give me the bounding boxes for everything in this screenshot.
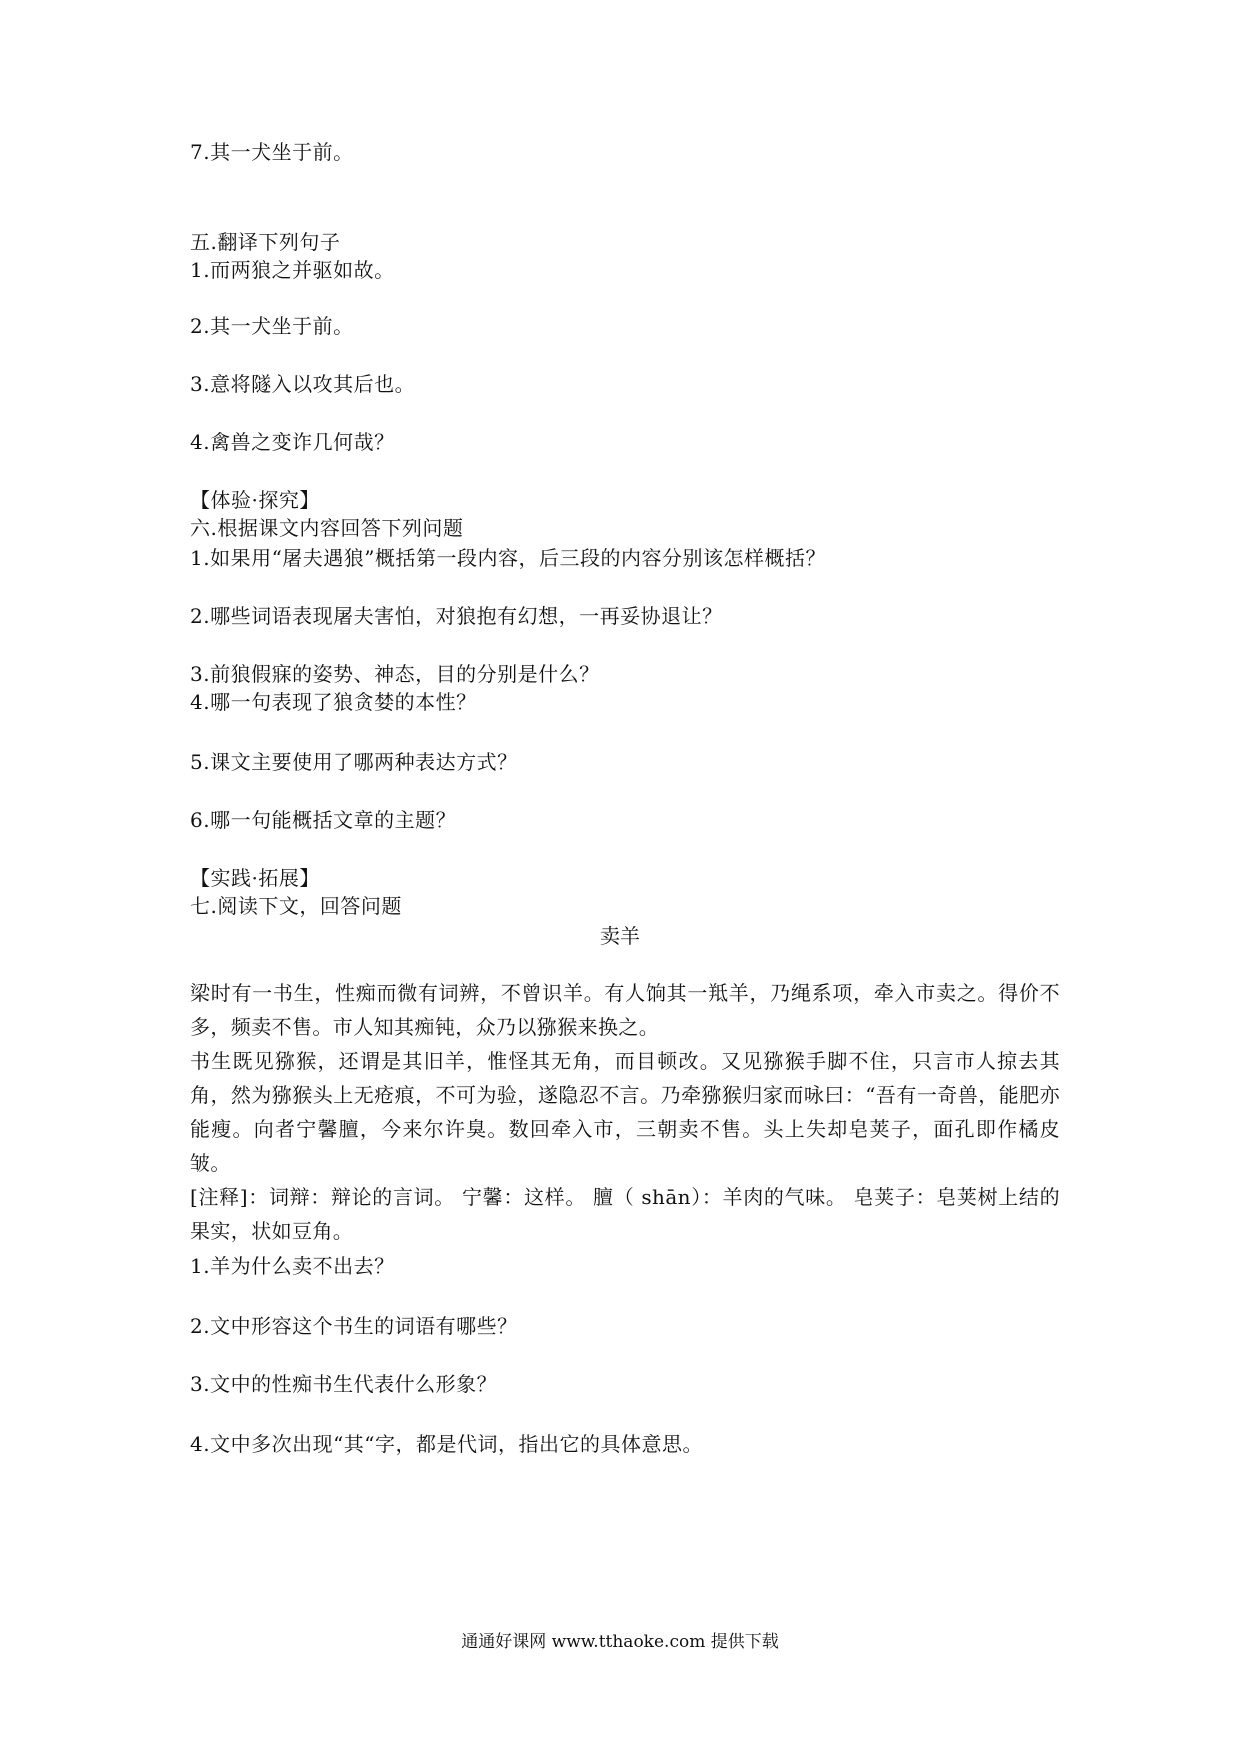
- question-line: 3.文中的性痴书生代表什么形象？: [190, 1372, 498, 1396]
- annotation-note: [注释]：词辩：辩论的言词。 宁馨：这样。 膻（ shān）：羊肉的气味。 皂荚子：皂荚树上结的果实，状如豆角。: [190, 1185, 1060, 1243]
- question-line: 2.文中形容这个书生的词语有哪些？: [190, 1314, 518, 1338]
- question-line: 4.哪一句表现了狼贪婪的本性？: [190, 690, 477, 714]
- passage-title: 卖羊: [600, 924, 640, 948]
- question-line: 7.其一犬坐于前。: [190, 140, 354, 164]
- question-line: 3.前狼假寐的姿势、神态，目的分别是什么？: [190, 662, 600, 686]
- passage-paragraph: 梁时有一书生，性痴而微有词辨，不曾识羊。有人饷其一羝羊，乃绳系项，牵入市卖之。得价不多，频卖不售。市人知其痴钝，众乃以猕猴来换之。: [190, 981, 1060, 1039]
- question-line: 2.其一犬坐于前。: [190, 314, 354, 338]
- section-heading: 【实践·拓展】: [190, 866, 320, 890]
- section-title: 五.翻译下列句子: [190, 230, 341, 254]
- question-line: 4.禽兽之变诈几何哉？: [190, 430, 395, 454]
- question-line: 6.哪一句能概括文章的主题？: [190, 808, 457, 832]
- section-title: 七.阅读下文，回答问题: [190, 894, 402, 918]
- question-line: 3.意将隧入以攻其后也。: [190, 372, 416, 396]
- question-line: 1.羊为什么卖不出去？: [190, 1254, 395, 1278]
- passage-paragraph: 书生既见猕猴，还谓是其旧羊，惟怪其无角，而目顿改。又见猕猴手脚不住，只言市人掠去其角，然为猕猴头上无疮痕，不可为验，遂隐忍不言。乃牵猕猴归家而咏曰：“吾有一奇兽，能肥亦能瘦。向者宁馨膻，今来尔许臭。数回牵入市，三朝卖不售。头上失却皂荚子，面孔即作橘皮皱。: [190, 1049, 1060, 1175]
- question-line: 5.课文主要使用了哪两种表达方式？: [190, 750, 518, 774]
- question-line: 4.文中多次出现“其“字，都是代词，指出它的具体意思。: [190, 1432, 704, 1456]
- question-line: 1.而两狼之并驱如故。: [190, 258, 395, 282]
- question-line: 2.哪些词语表现屠夫害怕，对狼抱有幻想，一再妥协退让？: [190, 604, 723, 628]
- section-title: 六.根据课文内容回答下列问题: [190, 516, 464, 540]
- question-line: 1.如果用“屠夫遇狼”概括第一段内容，后三段的内容分别该怎样概括？: [190, 546, 827, 570]
- page-footer: 通通好课网 www.tthaoke.com 提供下载: [461, 1632, 779, 1652]
- section-heading: 【体验·探究】: [190, 488, 320, 512]
